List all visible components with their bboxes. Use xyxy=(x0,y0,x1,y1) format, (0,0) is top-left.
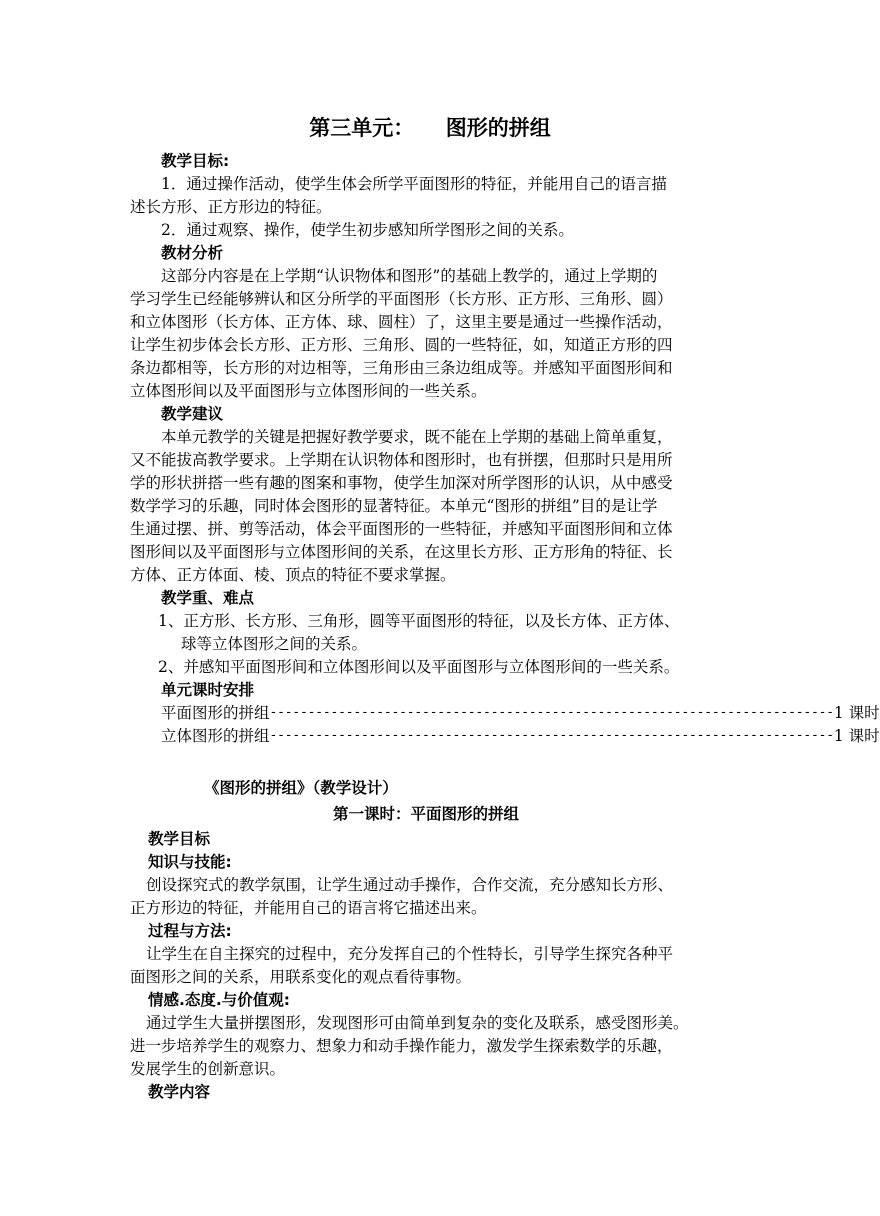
goal-2: 2．通过观察、操作，使学生初步感知所学图形之间的关系。 xyxy=(161,221,574,239)
schedule-row-hours: 1 课时 xyxy=(833,704,880,722)
teaching-suggestion-line: 又不能拔高教学要求。上学期在认识物体和图形时，也有拼摆，但那时只是用所 xyxy=(130,451,673,469)
process-method-line-2: 面图形之间的关系，用联系变化的观点看待事物。 xyxy=(130,968,472,986)
material-analysis-line: 让学生初步体会长方形、正方形、三角形、圆的一些特征，如，知道正方形的四 xyxy=(130,336,673,354)
emotion-values-heading: 情感.态度.与价值观: xyxy=(148,991,290,1009)
teaching-goals-heading: 教学目标: xyxy=(161,152,230,170)
process-method-heading: 过程与方法: xyxy=(148,922,232,940)
teaching-suggestion-line: 本单元教学的关键是把握好教学要求，既不能在上学期的基础上简单重复， xyxy=(161,428,673,446)
goal-1-line-2: 述长方形、正方形边的特征。 xyxy=(130,198,332,216)
schedule-row-leader: -------------------------------------------------------------------------- xyxy=(269,705,834,720)
teaching-suggestion-line: 学的形状拼搭一些有趣的图案和事物，使学生加深对所学图形的认识，从中感受 xyxy=(130,474,673,492)
material-analysis-line: 和立体图形（长方体、正方体、球、圆柱）了，这里主要是通过一些操作活动， xyxy=(130,313,673,331)
key-points-heading: 教学重、难点 xyxy=(161,589,255,607)
emotion-values-line-2: 进一步培养学生的观察力、想象力和动手操作能力，激发学生探索数学的乐趣， xyxy=(130,1037,673,1055)
teaching-suggestion-heading: 教学建议 xyxy=(161,405,224,423)
knowledge-skills-line-2: 正方形边的特征，并能用自己的语言将它描述出来。 xyxy=(130,899,487,917)
lesson-title: 第一课时：平面图形的拼组 xyxy=(333,805,520,823)
key-point-1-line-2: 球等立体图形之间的关系。 xyxy=(181,635,368,653)
schedule-row-name: 立体图形的拼组 xyxy=(161,727,270,745)
teaching-suggestion-line: 数学学习的乐趣，同时体会图形的显著特征。本单元“图形的拼组”目的是让学 xyxy=(130,497,658,515)
emotion-values-line-3: 发展学生的创新意识。 xyxy=(130,1060,286,1078)
material-analysis-heading: 教材分析 xyxy=(161,244,224,262)
schedule-row-leader: -------------------------------------------------------------------------- xyxy=(269,728,834,743)
unit-title: 第三单元： 图形的拼组 xyxy=(309,116,551,140)
material-analysis-line: 条边都相等，长方形的对边相等，三角形由三条边组成等。并感知平面图形间和 xyxy=(130,359,673,377)
schedule-row-hours: 1 课时 xyxy=(833,727,880,745)
key-point-2: 2、并感知平面图形间和立体图形间以及平面图形与立体图形间的一些关系。 xyxy=(158,658,680,676)
key-point-1-line-1: 1、正方形、长方形、三角形，圆等平面图形的特征，以及长方体、正方体、 xyxy=(158,612,680,630)
teaching-suggestion-line: 生通过摆、拼、剪等活动，体会平面图形的一些特征，并感知平面图形间和立体 xyxy=(130,520,673,538)
teaching-suggestion-line: 图形间以及平面图形与立体图形间的关系，在这里长方形、正方形角的特征、长 xyxy=(130,543,673,561)
material-analysis-line: 这部分内容是在上学期“认识物体和图形”的基础上教学的，通过上学期的 xyxy=(161,267,658,285)
schedule-row xyxy=(161,702,880,724)
schedule-row xyxy=(161,725,880,747)
knowledge-skills-heading: 知识与技能: xyxy=(148,853,232,871)
schedule-row-name: 平面图形的拼组 xyxy=(161,704,270,722)
knowledge-skills-line-1: 创设探究式的教学氛围，让学生通过动手操作，合作交流，充分感知长方形、 xyxy=(146,876,674,894)
design-goal-heading: 教学目标 xyxy=(148,830,211,848)
material-analysis-line: 学习学生已经能够辨认和区分所学的平面图形（长方形、正方形、三角形、圆） xyxy=(130,290,673,308)
emotion-values-line-1: 通过学生大量拼摆图形，发现图形可由简单到复杂的变化及联系，感受图形美。 xyxy=(146,1014,689,1032)
teaching-suggestion-line: 方体、正方体面、棱、顶点的特征不要求掌握。 xyxy=(130,566,456,584)
process-method-line-1: 让学生在自主探究的过程中，充分发挥自己的个性特长，引导学生探究各种平 xyxy=(146,945,674,963)
goal-1-line-1 xyxy=(161,173,728,195)
design-title: 《图形的拼组》（教学设计） xyxy=(204,779,398,797)
teaching-content-heading: 教学内容 xyxy=(148,1083,211,1101)
material-analysis-line: 立体图形间以及平面图形与立体图形间的一些关系。 xyxy=(130,382,487,400)
unit-schedule-heading: 单元课时安排 xyxy=(161,681,255,699)
goal-1-line-1-text: 1．通过操作活动，使学生体会所学平面图形的特征，并能用自己的语言描 xyxy=(161,175,667,193)
